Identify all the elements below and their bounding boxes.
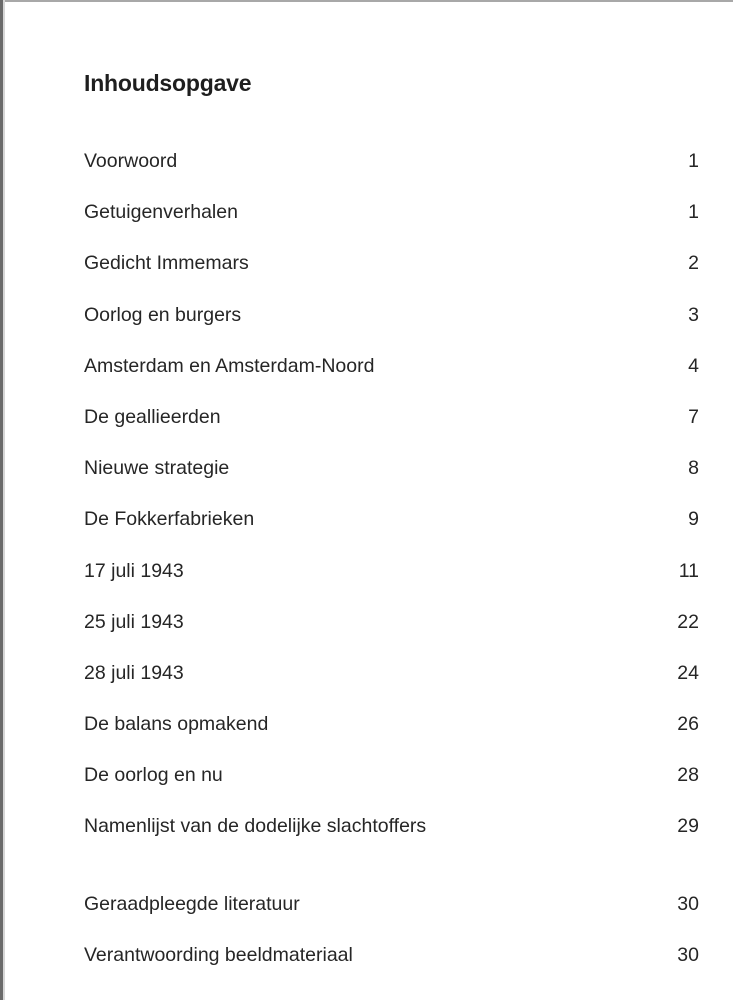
- toc-entry-page: 8: [688, 457, 699, 479]
- toc-entry: [84, 893, 699, 919]
- toc-entry-label: Voorwoord: [84, 150, 178, 172]
- toc-entry-page: 30: [677, 944, 699, 966]
- toc-entry: [84, 713, 699, 739]
- toc-entry: [84, 406, 699, 432]
- toc-entry: [84, 508, 699, 534]
- toc-entry-label: Getuigenverhalen: [84, 201, 238, 223]
- toc-entry: [84, 764, 699, 790]
- toc-entry-page: 11: [678, 560, 699, 582]
- toc-entry-page: 24: [677, 662, 699, 684]
- toc-entry-label: De geallieerden: [84, 406, 221, 428]
- toc-entry-page: 9: [688, 508, 699, 530]
- page-top-edge: [0, 0, 733, 2]
- toc-entry: [84, 560, 699, 586]
- toc-entry-label: Namenlijst van de dodelijke slachtoffers: [84, 815, 427, 837]
- toc-entry-page: 1: [688, 150, 699, 172]
- toc-entry-page: 26: [677, 713, 699, 735]
- toc-entry-page: 4: [688, 355, 699, 377]
- toc-entry-label: Verantwoording beeldmateriaal: [84, 944, 353, 966]
- toc-entry-label: De balans opmakend: [84, 713, 269, 735]
- toc-entry-label: 28 juli 1943: [84, 662, 184, 684]
- toc-entry: [84, 252, 699, 278]
- toc-entry: [84, 815, 699, 841]
- toc-entry: [84, 304, 699, 330]
- toc-entry-page: 3: [688, 304, 699, 326]
- toc-entry-page: 28: [677, 764, 699, 786]
- toc-entry-label: 17 juli 1943: [84, 560, 184, 582]
- toc-entry: [84, 201, 699, 227]
- toc-entry: [84, 150, 699, 176]
- toc-entry-label: 25 juli 1943: [84, 611, 184, 633]
- toc-entry-label: Oorlog en burgers: [84, 304, 242, 326]
- toc-entry: [84, 662, 699, 688]
- toc-entry: [84, 611, 699, 637]
- page-left-edge-shadow: [3, 0, 5, 1000]
- toc-entry-label: Nieuwe strategie: [84, 457, 230, 479]
- toc-entry-page: 1: [688, 201, 699, 223]
- toc-entry: [84, 457, 699, 483]
- toc-entry-label: De oorlog en nu: [84, 764, 223, 786]
- toc-entry-page: 30: [677, 893, 699, 915]
- toc-entry-label: Gedicht Immemars: [84, 252, 249, 274]
- toc-entry-label: Geraadpleegde literatuur: [84, 893, 300, 915]
- toc-entry-page: 29: [677, 815, 699, 837]
- page-title: Inhoudsopgave: [84, 70, 252, 96]
- toc-entry: [84, 355, 699, 381]
- toc-entry-label: De Fokkerfabrieken: [84, 508, 255, 530]
- toc-entry-page: 7: [688, 406, 699, 428]
- toc-entry-page: 2: [688, 252, 699, 274]
- toc-entry-page: 22: [677, 611, 699, 633]
- toc-entry-label: Amsterdam en Amsterdam-Noord: [84, 355, 375, 377]
- toc-entry: [84, 944, 699, 970]
